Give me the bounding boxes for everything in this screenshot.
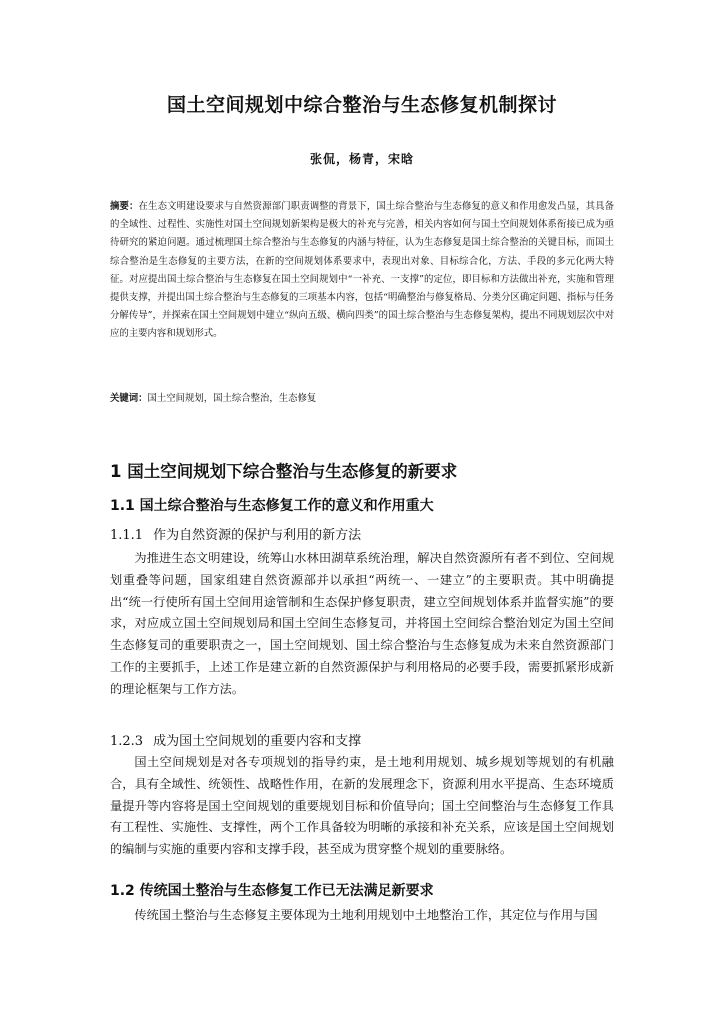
section-1-heading: 1 国土空间规划下综合整治与生态修复的新要求: [110, 462, 458, 481]
abstract-block: [110, 198, 614, 344]
section-1-2-3-title: 成为国土空间规划的重要内容和支撑: [153, 734, 362, 749]
keywords-label: 关键词：: [110, 393, 148, 404]
section-1-1-1-heading: [110, 524, 361, 543]
section-1-2-heading: 1.2 传统国土整治与生态修复工作已无法满足新要求: [110, 883, 434, 899]
abstract-label: 摘要：: [110, 201, 139, 212]
paper-title: 国土空间规划中综合整治与生态修复机制探讨: [166, 94, 557, 116]
abstract-text: 在生态文明建设要求与自然资源部门职责调整的背景下，国土综合整治与生态修复的意义和作用愈发凸显，其具备的全域性、过程性、实施性对国土空间规划新架构是极大的补充与完善，相关内容如何与国土空间规划体系衔接已成为亟待研究的紧迫问题。通过梳理国土综合整治与生态修复的内涵与特征，认为生态修复是国土综合整治的关键目标，而国土综合整治是生态修复的主要方法，在新的空间规划体系要求中，表现出对象、目标综合化，方法、手段的多元化两大特征。对应提出国土综合整治与生态修复在国土空间规划中“一补充、一支撑”的定位，即目标和方法做出补充，实施和管理提供支撑，并提出国土综合整治与生态修复的三项基本内容，包括“明确整治与修复格局、分类分区确定问题、指标与任务分解传导”，并探索在国土空间规划中建立“纵向五级、横向四类”的国土综合整治与生态修复架构，提出不同规划层次中对应的主要内容和规划形式。: [110, 201, 614, 340]
keywords-text: 国土空间规划，国土综合整治，生态修复: [147, 393, 317, 404]
paragraph-1-2-3: 国土空间规划是对各专项规划的指导约束，是土地利用规划、城乡规划等规划的有机融合，具有全域性、统领性、战略性作用，在新的发展理念下，资源利用水平提高、生态环境质量提升等内容将是国土空间规划的重要规划目标和价值导向；国土空间整治与生态修复工作具有工程性、实施性、支撑性，两个工作具备较为明晰的承接和补充关系，应该是国土空间规划的编制与实施的重要内容和支撑手段，甚至成为贯穿整个规划的重要脉络。: [110, 755, 614, 857]
paragraph-1-2: 传统国土整治与生态修复主要体现为土地利用规划中土地整治工作，其定位与作用与国: [134, 908, 598, 922]
keywords-block: [110, 390, 614, 408]
section-1-1-1-title: 作为自然资源的保护与利用的新方法: [153, 528, 362, 543]
section-1-1-1-number: 1.1.1: [110, 528, 144, 543]
section-1-1-heading: 1.1 国土综合整治与生态修复工作的意义和作用重大: [110, 498, 434, 514]
section-1-2-3-heading: [110, 730, 361, 749]
author-list: 张侃，杨青，宋晗: [309, 152, 414, 166]
section-1-2-3-number: 1.2.3: [110, 734, 144, 749]
paragraph-1-1-1: 为推进生态文明建设，统筹山水林田湖草系统治理，解决自然资源所有者不到位、空间规划重叠等问题，国家组建自然资源部并以承担“两统一、一建立”的主要职责。其中明确提出“统一行使所有国土空间用途管制和生态保护修复职责，建立空间规划体系并监督实施”的要求，对应成立国土空间规划局和国土空间生态修复司，并将国土空间综合整治划定为国土空间生态修复司的重要职责之一，国土空间规划、国土综合整治与生态修复成为未来自然资源部门工作的主要抓手，上述工作是建立新的自然资源保护与利用格局的必要手段，需要抓紧形成新的理论框架与工作方法。: [110, 551, 614, 696]
